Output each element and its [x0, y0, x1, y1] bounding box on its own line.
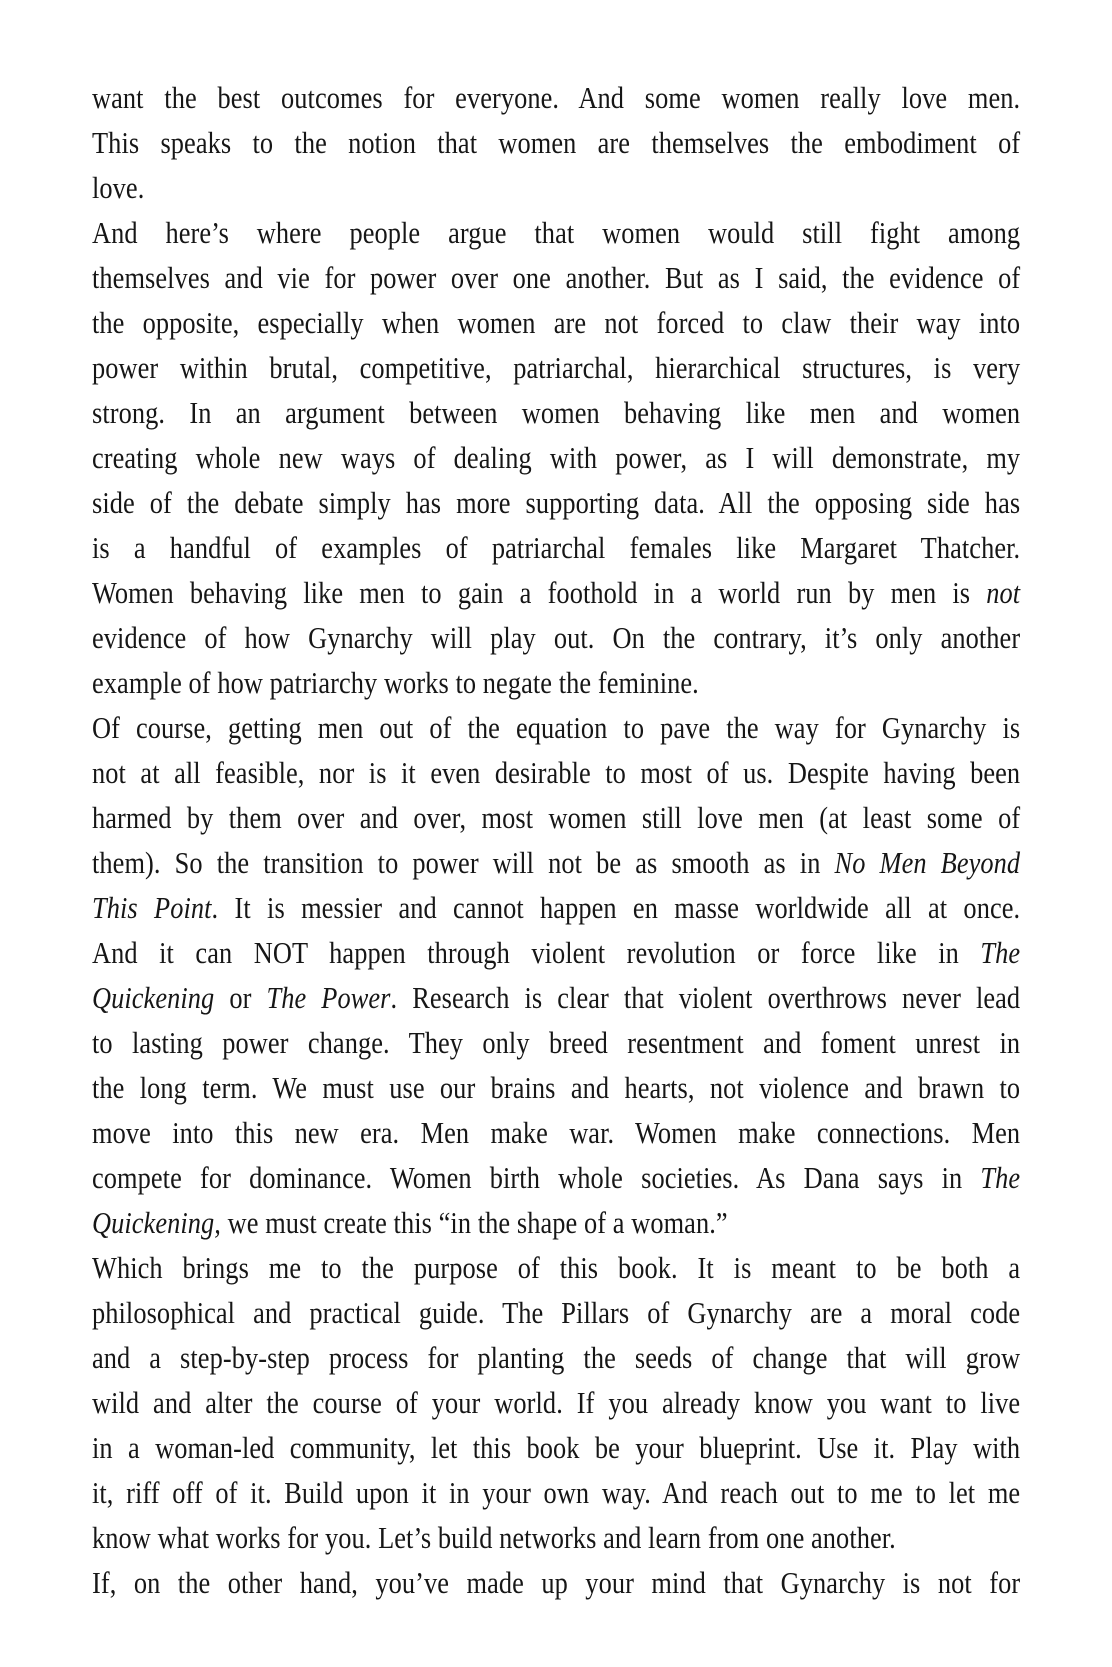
- text-run: or: [214, 980, 267, 1015]
- italic-text-run: The: [980, 1160, 1021, 1195]
- italic-text-run: Quickening: [92, 980, 215, 1015]
- text-run: not at all feasible, nor is it even desirable to most of us. Despite having been: [92, 755, 1021, 790]
- text-run: . It is messier and cannot happen en masse worldwide all at once.: [211, 890, 1021, 925]
- text-line: [92, 1200, 1020, 1245]
- text-line: [92, 615, 1020, 660]
- italic-text-run: No Men Beyond: [834, 845, 1021, 880]
- text-line: [92, 1560, 1020, 1605]
- text-line: [92, 975, 1020, 1020]
- paragraph: [92, 705, 1020, 1245]
- paragraph: [92, 210, 1020, 705]
- text-run: And here’s where people argue that women would still fight among: [92, 215, 1021, 250]
- text-run: Of course, getting men out of the equation to pave the way for Gynarchy is: [92, 710, 1021, 745]
- text-line: [92, 120, 1020, 165]
- paragraph: [92, 1560, 1020, 1605]
- text-run: themselves and vie for power over one another. But as I said, the evidence of: [92, 260, 1021, 295]
- text-line: [92, 1380, 1020, 1425]
- text-line: [92, 255, 1020, 300]
- text-line: [92, 390, 1020, 435]
- text-line: [92, 1425, 1020, 1470]
- text-line: [92, 1245, 1020, 1290]
- text-run: wild and alter the course of your world. If you already know you want to live: [92, 1385, 1021, 1420]
- text-run: Which brings me to the purpose of this book. It is meant to be both a: [92, 1250, 1021, 1285]
- page-text-block: [92, 75, 1020, 1605]
- italic-text-run: This Point: [92, 890, 212, 925]
- text-run: them). So the transition to power will not be as smooth as in: [92, 845, 835, 880]
- text-run: move into this new era. Men make war. Women make connections. Men: [92, 1115, 1021, 1150]
- text-line: [92, 1065, 1020, 1110]
- text-run: to lasting power change. They only breed resentment and foment unrest in: [92, 1025, 1021, 1060]
- text-run: the long term. We must use our brains and hearts, not violence and brawn to: [92, 1070, 1021, 1105]
- text-line: [92, 345, 1020, 390]
- text-run: the opposite, especially when women are not forced to claw their way into: [92, 305, 1021, 340]
- text-line: [92, 435, 1020, 480]
- text-line: [92, 750, 1020, 795]
- text-line: [92, 930, 1020, 975]
- text-run: creating whole new ways of dealing with power, as I will demonstrate, my: [92, 440, 1021, 475]
- text-line: [92, 1290, 1020, 1335]
- text-run: want the best outcomes for everyone. And some women really love men.: [92, 80, 1021, 115]
- text-run: example of how patriarchy works to negate the feminine.: [92, 665, 699, 700]
- italic-text-run: The Power: [266, 980, 391, 1015]
- text-line: [92, 210, 1020, 255]
- text-line: [92, 705, 1020, 750]
- text-line: [92, 840, 1020, 885]
- text-line: [92, 1515, 1020, 1560]
- text-run: and a step-by-step process for planting the seeds of change that will grow: [92, 1340, 1021, 1375]
- text-run: compete for dominance. Women birth whole societies. As Dana says in: [92, 1160, 981, 1195]
- text-line: [92, 660, 1020, 705]
- text-line: [92, 1155, 1020, 1200]
- paragraph: [92, 75, 1020, 210]
- italic-text-run: The: [980, 935, 1021, 970]
- paragraph: [92, 1245, 1020, 1560]
- text-line: [92, 1470, 1020, 1515]
- text-run: side of the debate simply has more supporting data. All the opposing side has: [92, 485, 1021, 520]
- text-run: If, on the other hand, you’ve made up your mind that Gynarchy is not for: [92, 1565, 1021, 1600]
- text-run: power within brutal, competitive, patriarchal, hierarchical structures, is very: [92, 350, 1021, 385]
- text-line: [92, 1020, 1020, 1065]
- text-run: strong. In an argument between women behaving like men and women: [92, 395, 1021, 430]
- italic-text-run: not: [986, 575, 1021, 610]
- text-run: This speaks to the notion that women are themselves the embodiment of: [92, 125, 1021, 160]
- text-line: [92, 525, 1020, 570]
- text-run: is a handful of examples of patriarchal females like Margaret Thatcher.: [92, 530, 1021, 565]
- text-run: evidence of how Gynarchy will play out. On the contrary, it’s only another: [92, 620, 1021, 655]
- text-line: [92, 795, 1020, 840]
- text-line: [92, 165, 1020, 210]
- text-run: philosophical and practical guide. The Pillars of Gynarchy are a moral code: [92, 1295, 1021, 1330]
- text-line: [92, 75, 1020, 120]
- text-run: in a woman-led community, let this book be your blueprint. Use it. Play with: [92, 1430, 1021, 1465]
- text-run: harmed by them over and over, most women still love men (at least some of: [92, 800, 1021, 835]
- italic-text-run: Quickening,: [92, 1205, 221, 1240]
- text-run: . Research is clear that violent overthrows never lead: [390, 980, 1021, 1015]
- text-run: it, riff off of it. Build upon it in your own way. And reach out to me to let me: [92, 1475, 1021, 1510]
- text-run: love.: [92, 170, 145, 205]
- text-run: we must create this “in the shape of a woman.”: [220, 1205, 728, 1240]
- text-line: [92, 570, 1020, 615]
- text-line: [92, 1335, 1020, 1380]
- text-run: know what works for you. Let’s build networks and learn from one another.: [92, 1520, 896, 1555]
- text-line: [92, 885, 1020, 930]
- text-line: [92, 1110, 1020, 1155]
- text-line: [92, 300, 1020, 345]
- text-run: Women behaving like men to gain a foothold in a world run by men is: [92, 575, 987, 610]
- text-run: And it can NOT happen through violent revolution or force like in: [92, 935, 981, 970]
- text-line: [92, 480, 1020, 525]
